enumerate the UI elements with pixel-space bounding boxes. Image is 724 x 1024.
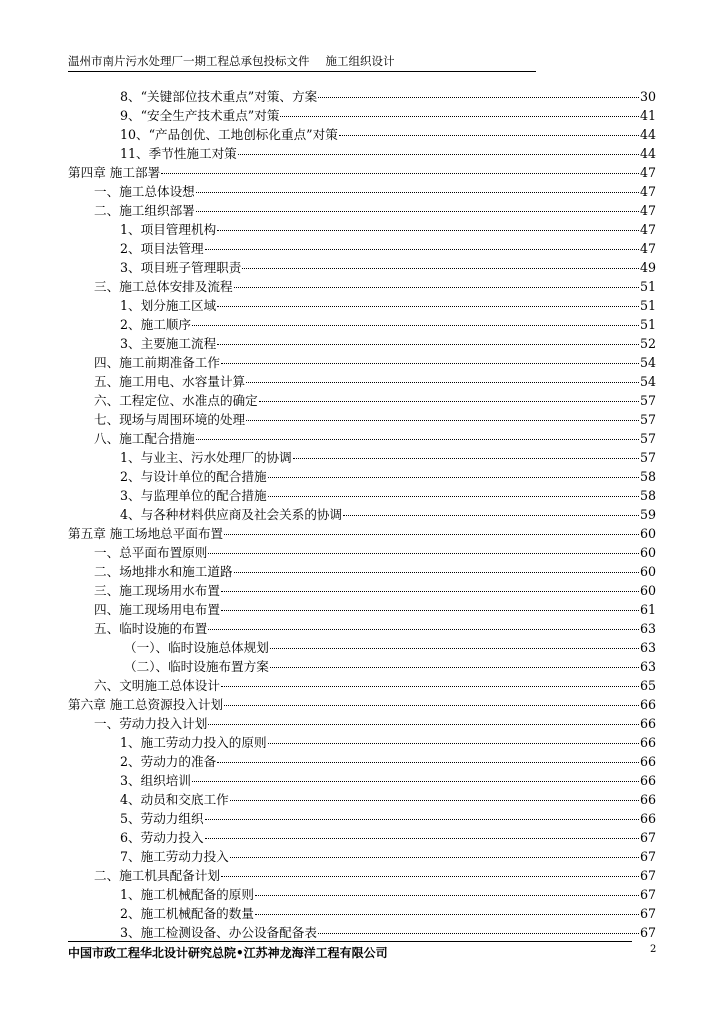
toc-entry-title: 10、“产品创优、工地创标化重点”对策 xyxy=(120,127,338,142)
toc-entry[interactable] xyxy=(68,657,656,676)
toc-entry[interactable] xyxy=(68,733,656,752)
toc-entry[interactable] xyxy=(68,448,656,467)
toc-entry[interactable] xyxy=(68,638,656,657)
toc-entry-page: 61 xyxy=(639,602,656,617)
toc-dot-leader xyxy=(259,401,639,402)
table-of-contents xyxy=(68,87,656,942)
toc-entry-page: 63 xyxy=(639,621,656,636)
toc-entry-page: 47 xyxy=(639,165,656,180)
toc-dot-leader xyxy=(217,306,639,307)
toc-entry[interactable] xyxy=(68,600,656,619)
toc-entry-page: 41 xyxy=(639,108,656,123)
toc-entry-title: （一）、临时设施总体规划 xyxy=(124,640,269,655)
toc-entry[interactable] xyxy=(68,714,656,733)
toc-dot-leader xyxy=(246,420,639,421)
toc-entry[interactable] xyxy=(68,676,656,695)
toc-entry-page: 51 xyxy=(639,298,656,313)
toc-dot-leader xyxy=(161,173,639,174)
toc-dot-leader xyxy=(270,667,639,668)
toc-entry[interactable] xyxy=(68,125,656,144)
toc-entry-page: 66 xyxy=(639,697,656,712)
footer-divider xyxy=(68,941,632,942)
toc-entry-page: 30 xyxy=(639,89,656,104)
toc-dot-leader xyxy=(221,363,639,364)
toc-dot-leader xyxy=(230,800,639,801)
toc-entry[interactable] xyxy=(68,809,656,828)
toc-dot-leader xyxy=(208,629,639,630)
toc-dot-leader xyxy=(293,458,639,459)
toc-entry-title: 二、施工组织部署 xyxy=(94,203,195,218)
toc-entry-title: 四、施工现场用电布置 xyxy=(94,602,220,617)
toc-dot-leader xyxy=(268,477,639,478)
toc-entry[interactable] xyxy=(68,467,656,486)
toc-dot-leader xyxy=(208,553,639,554)
toc-entry-page: 67 xyxy=(639,906,656,921)
toc-entry[interactable] xyxy=(68,904,656,923)
toc-entry-title: 2、项目法管理 xyxy=(120,241,204,256)
toc-entry-page: 54 xyxy=(639,355,656,370)
toc-entry-title: 三、施工总体安排及流程 xyxy=(94,279,233,294)
toc-entry-page: 63 xyxy=(639,640,656,655)
toc-dot-leader xyxy=(339,135,639,136)
toc-entry-page: 60 xyxy=(639,545,656,560)
footer-organization: 中国市政工程华北设计研究总院•江苏神龙海洋工程有限公司 xyxy=(68,946,388,960)
toc-entry-page: 57 xyxy=(639,431,656,446)
toc-entry[interactable] xyxy=(68,771,656,790)
toc-dot-leader xyxy=(221,610,639,611)
toc-dot-leader xyxy=(192,781,639,782)
toc-entry-title: 第四章 施工部署 xyxy=(68,165,161,180)
toc-dot-leader xyxy=(318,933,639,934)
toc-entry[interactable] xyxy=(68,543,656,562)
toc-entry[interactable] xyxy=(68,828,656,847)
toc-entry-title: 3、主要施工流程 xyxy=(120,336,217,351)
toc-entry-title: 3、与监理单位的配合措施 xyxy=(120,488,267,503)
toc-entry-title: 3、组织培训 xyxy=(120,773,191,788)
toc-dot-leader xyxy=(205,819,639,820)
toc-entry-title: 六、工程定位、水准点的确定 xyxy=(94,393,258,408)
toc-dot-leader xyxy=(238,154,639,155)
toc-entry[interactable] xyxy=(68,163,656,182)
toc-dot-leader xyxy=(234,287,639,288)
toc-entry[interactable] xyxy=(68,144,656,163)
toc-entry[interactable] xyxy=(68,334,656,353)
toc-dot-leader xyxy=(196,192,639,193)
toc-entry[interactable] xyxy=(68,752,656,771)
toc-dot-leader xyxy=(255,895,639,896)
toc-entry[interactable] xyxy=(68,182,656,201)
toc-entry-title: 二、场地排水和施工道路 xyxy=(94,564,233,579)
toc-entry-title: 3、施工检测设备、办公设备配备表 xyxy=(120,925,317,940)
toc-entry-title: 第六章 施工总资源投入计划 xyxy=(68,697,224,712)
toc-entry-title: 6、劳动力投入 xyxy=(120,830,204,845)
toc-entry-title: 一、总平面布置原则 xyxy=(94,545,208,560)
toc-entry-title: 1、与业主、污水处理厂的协调 xyxy=(120,450,292,465)
toc-entry[interactable] xyxy=(68,239,656,258)
toc-dot-leader xyxy=(205,249,639,250)
toc-dot-leader xyxy=(221,591,639,592)
toc-entry-page: 67 xyxy=(639,925,656,940)
toc-entry[interactable] xyxy=(68,315,656,334)
toc-dot-leader xyxy=(217,344,639,345)
toc-entry-title: 11、季节性施工对策 xyxy=(120,146,237,161)
toc-entry[interactable] xyxy=(68,581,656,600)
toc-dot-leader xyxy=(230,857,639,858)
toc-entry-page: 60 xyxy=(639,583,656,598)
toc-entry[interactable] xyxy=(68,562,656,581)
page-number: 2 xyxy=(650,944,657,955)
toc-entry-page: 51 xyxy=(639,317,656,332)
toc-entry-page: 58 xyxy=(639,488,656,503)
toc-entry-title: 四、施工前期准备工作 xyxy=(94,355,220,370)
toc-dot-leader xyxy=(270,648,639,649)
toc-entry[interactable] xyxy=(68,695,656,714)
toc-dot-leader xyxy=(208,724,639,725)
toc-entry[interactable] xyxy=(68,296,656,315)
toc-entry-title: 2、施工顺序 xyxy=(120,317,191,332)
toc-entry[interactable] xyxy=(68,429,656,448)
toc-entry-page: 66 xyxy=(639,754,656,769)
toc-entry-page: 58 xyxy=(639,469,656,484)
toc-entry-title: 二、施工机具配备计划 xyxy=(94,868,220,883)
toc-entry-page: 47 xyxy=(639,222,656,237)
toc-entry-title: 9、“安全生产技术重点”对策 xyxy=(120,108,280,123)
toc-entry-title: 三、施工现场用水布置 xyxy=(94,583,220,598)
toc-entry-page: 44 xyxy=(639,127,656,142)
toc-dot-leader xyxy=(224,705,639,706)
toc-entry-page: 51 xyxy=(639,279,656,294)
toc-entry-title: 一、劳动力投入计划 xyxy=(94,716,208,731)
toc-entry[interactable] xyxy=(68,790,656,809)
toc-entry-title: 七、现场与周围环境的处理 xyxy=(94,412,246,427)
toc-entry-title: 八、施工配合措施 xyxy=(94,431,195,446)
toc-dot-leader xyxy=(255,914,639,915)
toc-dot-leader xyxy=(224,534,639,535)
toc-entry-page: 57 xyxy=(639,412,656,427)
toc-dot-leader xyxy=(217,762,639,763)
header-section-title: 施工组织设计 xyxy=(325,54,395,68)
toc-entry[interactable] xyxy=(68,923,656,942)
toc-entry[interactable] xyxy=(68,486,656,505)
toc-entry[interactable] xyxy=(68,505,656,524)
toc-entry-page: 66 xyxy=(639,716,656,731)
toc-entry-title: 7、施工劳动力投入 xyxy=(120,849,229,864)
toc-entry-page: 67 xyxy=(639,868,656,883)
toc-entry-page: 47 xyxy=(639,241,656,256)
toc-entry-title: （二）、临时设施布置方案 xyxy=(124,659,269,674)
toc-entry[interactable] xyxy=(68,885,656,904)
toc-entry[interactable] xyxy=(68,277,656,296)
toc-dot-leader xyxy=(318,97,639,98)
toc-entry[interactable] xyxy=(68,847,656,866)
toc-entry-title: 2、施工机械配备的数量 xyxy=(120,906,254,921)
toc-entry-title: 六、文明施工总体设计 xyxy=(94,678,220,693)
toc-entry-title: 第五章 施工场地总平面布置 xyxy=(68,526,224,541)
toc-entry-page: 67 xyxy=(639,887,656,902)
toc-entry-page: 60 xyxy=(639,526,656,541)
toc-entry-title: 3、项目班子管理职责 xyxy=(120,260,242,275)
toc-dot-leader xyxy=(221,876,639,877)
toc-entry-title: 一、施工总体设想 xyxy=(94,184,195,199)
header-document-title: 温州市南片污水处理厂一期工程总承包投标文件 xyxy=(68,54,310,68)
toc-dot-leader xyxy=(217,230,639,231)
toc-entry[interactable] xyxy=(68,106,656,125)
toc-entry-page: 44 xyxy=(639,146,656,161)
toc-entry-title: 1、施工劳动力投入的原则 xyxy=(120,735,267,750)
toc-entry[interactable] xyxy=(68,220,656,239)
toc-entry-title: 2、劳动力的准备 xyxy=(120,754,217,769)
toc-entry[interactable] xyxy=(68,353,656,372)
page-header xyxy=(68,53,536,72)
toc-entry-page: 52 xyxy=(639,336,656,351)
toc-entry[interactable] xyxy=(68,391,656,410)
toc-entry-page: 47 xyxy=(639,203,656,218)
toc-entry-page: 66 xyxy=(639,792,656,807)
toc-entry-page: 66 xyxy=(639,811,656,826)
toc-entry-title: 4、与各种材料供应商及社会关系的协调 xyxy=(120,507,343,522)
toc-entry-title: 4、动员和交底工作 xyxy=(120,792,229,807)
toc-entry[interactable] xyxy=(68,524,656,543)
toc-entry-title: 1、项目管理机构 xyxy=(120,222,217,237)
toc-dot-leader xyxy=(280,116,639,117)
toc-entry-page: 60 xyxy=(639,564,656,579)
toc-entry[interactable] xyxy=(68,258,656,277)
toc-dot-leader xyxy=(196,439,639,440)
toc-entry-page: 63 xyxy=(639,659,656,674)
toc-entry-page: 54 xyxy=(639,374,656,389)
toc-entry-title: 8、“关键部位技术重点”对策、方案 xyxy=(120,89,318,104)
toc-entry-page: 66 xyxy=(639,735,656,750)
toc-dot-leader xyxy=(268,743,639,744)
toc-entry[interactable] xyxy=(68,866,656,885)
toc-dot-leader xyxy=(242,268,639,269)
toc-entry-title: 五、施工用电、水容量计算 xyxy=(94,374,246,389)
toc-entry-title: 1、施工机械配备的原则 xyxy=(120,887,254,902)
toc-entry[interactable] xyxy=(68,201,656,220)
toc-entry-page: 59 xyxy=(639,507,656,522)
toc-entry[interactable] xyxy=(68,619,656,638)
toc-entry[interactable] xyxy=(68,87,656,106)
toc-entry[interactable] xyxy=(68,372,656,391)
toc-entry-page: 66 xyxy=(639,773,656,788)
toc-entry-page: 57 xyxy=(639,450,656,465)
toc-entry-page: 67 xyxy=(639,849,656,864)
toc-entry-page: 49 xyxy=(639,260,656,275)
toc-dot-leader xyxy=(192,325,639,326)
toc-dot-leader xyxy=(205,838,639,839)
toc-entry-title: 1、划分施工区域 xyxy=(120,298,217,313)
toc-dot-leader xyxy=(234,572,639,573)
toc-dot-leader xyxy=(196,211,639,212)
toc-entry[interactable] xyxy=(68,410,656,429)
toc-dot-leader xyxy=(246,382,639,383)
toc-dot-leader xyxy=(221,686,639,687)
toc-entry-page: 57 xyxy=(639,393,656,408)
toc-entry-title: 五、临时设施的布置 xyxy=(94,621,208,636)
toc-dot-leader xyxy=(343,515,639,516)
toc-dot-leader xyxy=(268,496,639,497)
toc-entry-page: 47 xyxy=(639,184,656,199)
toc-entry-title: 2、与设计单位的配合措施 xyxy=(120,469,267,484)
toc-entry-title: 5、劳动力组织 xyxy=(120,811,204,826)
toc-entry-page: 65 xyxy=(639,678,656,693)
toc-entry-page: 67 xyxy=(639,830,656,845)
